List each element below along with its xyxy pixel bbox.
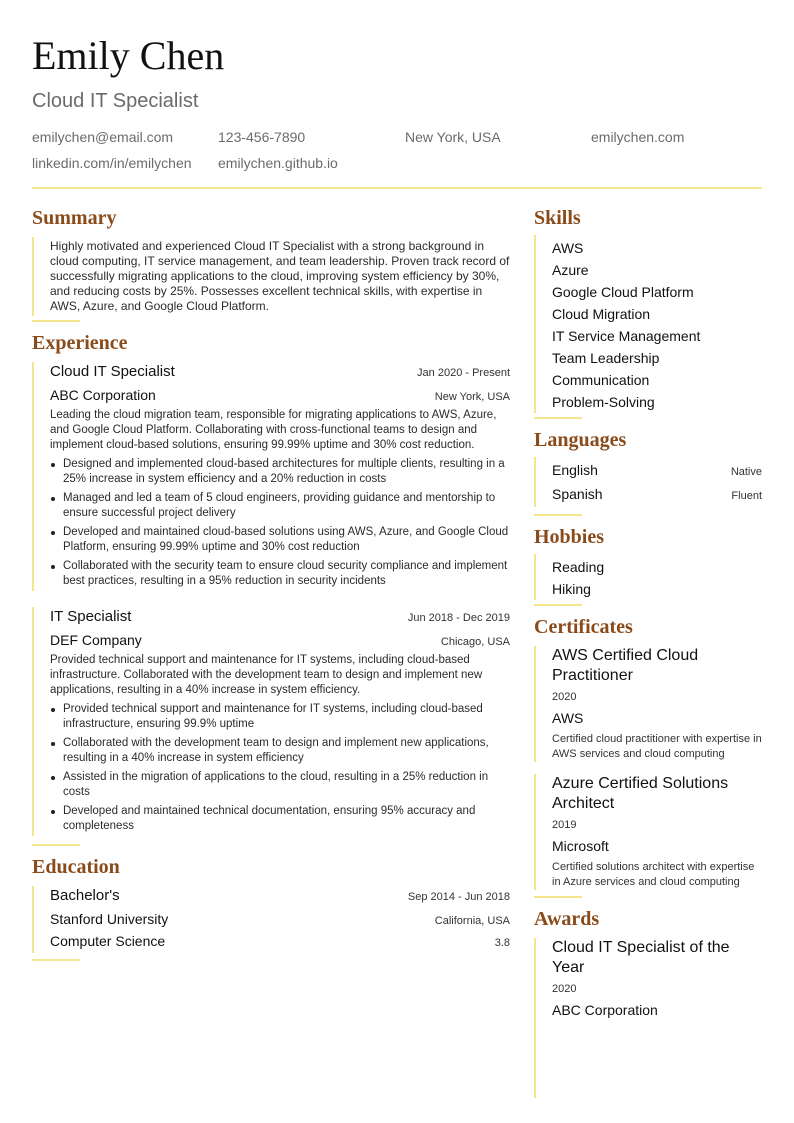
job-description: Provided technical support and maintenance for IT systems, including cloud-based infrastructure. Collaborated with the development team to design and implement new applications, resulting in a 40% increase in system efficiency.	[50, 654, 483, 696]
job-title: Cloud IT Specialist	[50, 363, 175, 380]
skills-list	[534, 235, 762, 413]
job-bullets	[50, 702, 510, 834]
job-entry	[32, 607, 510, 836]
certificate-year: 2019	[552, 819, 577, 831]
job-title: IT Specialist	[50, 608, 132, 625]
bullet-item: Collaborated with the security team to ensure cloud security compliance and implement best practices, resulting in a 95% reduction in security incidents	[50, 559, 510, 589]
bullet-icon	[51, 463, 55, 467]
language-item	[552, 483, 762, 507]
bullet-icon	[51, 776, 55, 780]
contact-email[interactable]: emilychen@email.com	[32, 129, 174, 145]
language-name: English	[552, 462, 598, 478]
bullet-item: Developed and maintained cloud-based solutions using AWS, Azure, and Google Cloud Platform, ensuring 99.99% uptime and 30% cost reduction	[50, 525, 510, 555]
left-column	[32, 205, 510, 961]
language-level: Native	[730, 466, 762, 478]
job-bullets	[50, 457, 510, 589]
contact-linkedin[interactable]: linkedin.com/in/emilychen	[32, 155, 192, 171]
bullet-icon	[51, 531, 55, 535]
contact-github[interactable]: emilychen.github.io	[218, 155, 338, 171]
skill-item: Communication	[552, 372, 650, 388]
languages-heading: Languages	[534, 429, 627, 451]
language-level: Fluent	[731, 490, 762, 502]
hobby-item: Hiking	[552, 581, 591, 597]
bullet-item: Developed and maintained technical documentation, ensuring 95% accuracy and completeness	[50, 804, 510, 834]
summary-block	[32, 237, 510, 316]
award-issuer: ABC Corporation	[552, 1002, 658, 1018]
certificate-description: Certified cloud practitioner with expertise in AWS services and cloud computing	[552, 733, 762, 760]
certificate-year: 2020	[552, 691, 577, 703]
section-rule	[534, 417, 582, 419]
contact-phone[interactable]: 123-456-7890	[218, 129, 306, 145]
job-location: Chicago, USA	[440, 636, 510, 648]
education-degree: Bachelor's	[50, 887, 120, 904]
summary-heading: Summary	[32, 207, 117, 229]
skill-item: Problem-Solving	[552, 394, 655, 410]
certificates-heading: Certificates	[534, 616, 633, 638]
education-field: Computer Science	[50, 933, 166, 949]
contact-location: New York, USA	[405, 129, 501, 145]
skills-heading: Skills	[534, 207, 581, 229]
education-location: California, USA	[434, 915, 510, 927]
job-description: Leading the cloud migration team, responsible for migrating applications to AWS, Azure, and Google Cloud Platform. Collaborating with cross-functional teams to design and implement cloud-based solutions, ensuring 99.99% uptime and 30% cost reduction.	[50, 409, 497, 451]
education-heading: Education	[32, 856, 120, 878]
contact-website[interactable]: emilychen.com	[591, 129, 685, 145]
certificate-issuer: Microsoft	[552, 838, 609, 854]
education-gpa: 3.8	[494, 937, 510, 949]
language-name: Spanish	[552, 486, 603, 502]
summary-text: Highly motivated and experienced Cloud IT Specialist with a strong background in cloud computing, IT service management, and team leadership. Proven track record of successfully migrating applications to the cloud, improving system efficiency by 30%, and reducing costs by 25%. Possesses excellent technical skills, with expertise in AWS, Azure, and Google Cloud Platform.	[50, 239, 510, 313]
job-company: ABC Corporation	[50, 387, 156, 403]
bullet-item: Designed and implemented cloud-based architectures for multiple clients, resulting in a 25% increase in system efficiency and a 20% reduction in costs	[50, 457, 510, 487]
education-entry	[32, 886, 510, 953]
section-rule	[534, 896, 582, 898]
certificate-description: Certified solutions architect with expertise in Azure services and cloud computing	[552, 861, 755, 888]
section-rule	[32, 959, 80, 961]
award-name: Cloud IT Specialist of the Year	[552, 939, 730, 976]
bullet-icon	[51, 497, 55, 501]
bullet-item: Collaborated with the development team to design and implement new applications, resulting in a 40% increase in system efficiency	[50, 736, 510, 766]
candidate-name: Emily Chen	[32, 33, 225, 78]
header-divider	[32, 187, 762, 189]
skill-item: Team Leadership	[552, 350, 660, 366]
job-dates: Jan 2020 - Present	[417, 367, 510, 379]
section-rule	[32, 844, 80, 846]
language-item	[552, 459, 762, 483]
section-rule	[534, 604, 582, 606]
bullet-icon	[51, 742, 55, 746]
job-entry	[32, 362, 510, 591]
skill-item: AWS	[552, 240, 584, 256]
education-school: Stanford University	[50, 911, 169, 927]
award-year: 2020	[552, 983, 577, 995]
hobbies-heading: Hobbies	[534, 526, 605, 548]
job-location: New York, USA	[434, 391, 510, 403]
skill-item: Google Cloud Platform	[552, 284, 694, 300]
certificate-entry	[534, 646, 762, 762]
hobby-item: Reading	[552, 559, 605, 575]
certificate-name: Azure Certified Solutions Architect	[552, 775, 729, 812]
section-rule	[534, 514, 582, 516]
experience-heading: Experience	[32, 332, 128, 354]
education-dates: Sep 2014 - Jun 2018	[407, 891, 510, 903]
bullet-item: Managed and led a team of 5 cloud engineers, providing guidance and mentorship to ensure successful project delivery	[50, 491, 510, 521]
bullet-icon	[51, 810, 55, 814]
languages-list	[534, 457, 762, 507]
skill-item: Azure	[552, 262, 589, 278]
certificate-name: AWS Certified Cloud Practitioner	[552, 647, 699, 684]
skill-item: Cloud Migration	[552, 306, 651, 322]
hobbies-list	[534, 554, 762, 600]
certificate-entry	[534, 774, 762, 890]
awards-heading: Awards	[534, 908, 600, 930]
bullet-item: Provided technical support and maintenance for IT systems, including cloud-based infrastructure, ensuring 99.9% uptime	[50, 702, 510, 732]
right-column	[534, 205, 762, 1098]
job-dates: Jun 2018 - Dec 2019	[407, 612, 510, 624]
candidate-title: Cloud IT Specialist	[32, 90, 199, 112]
certificate-issuer: AWS	[552, 710, 584, 726]
job-company: DEF Company	[50, 632, 142, 648]
award-entry	[534, 938, 762, 1098]
bullet-icon	[51, 565, 55, 569]
bullet-item: Assisted in the migration of applications to the cloud, resulting in a 25% reduction in costs	[50, 770, 510, 800]
section-rule	[32, 320, 80, 322]
bullet-icon	[51, 708, 55, 712]
skill-item: IT Service Management	[552, 328, 701, 344]
